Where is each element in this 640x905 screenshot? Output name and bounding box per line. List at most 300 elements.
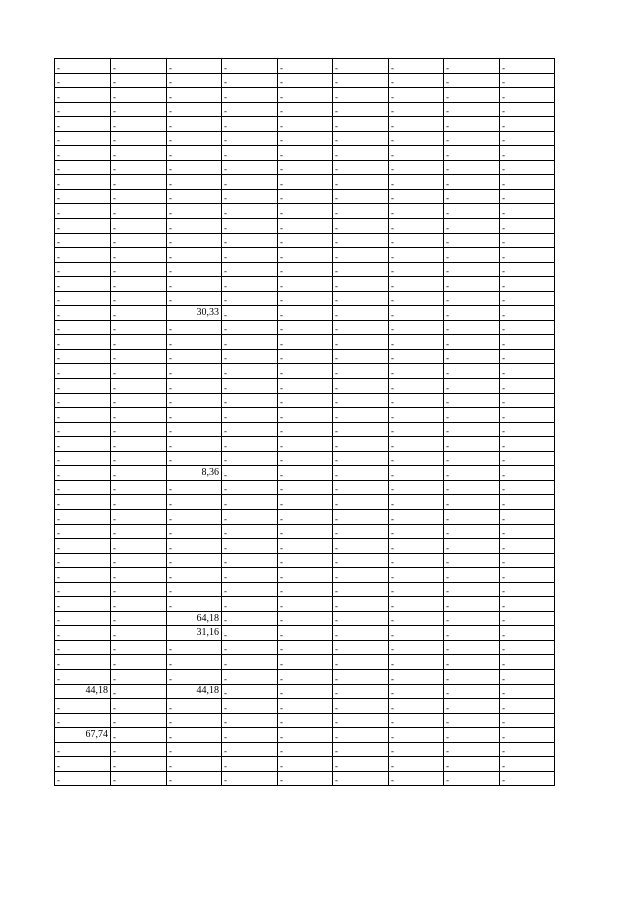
table-cell: - (111, 655, 167, 670)
table-cell: - (389, 539, 444, 554)
table-cell: - (111, 320, 167, 335)
table-cell: - (278, 699, 333, 714)
table-row (55, 189, 555, 204)
table-cell: - (333, 669, 389, 684)
table-cell: - (444, 160, 500, 175)
table-cell: - (333, 189, 389, 204)
table-cell: 44,18 (55, 684, 111, 699)
table-cell: - (167, 480, 222, 495)
table-cell: - (222, 379, 278, 394)
table-cell: - (167, 771, 222, 786)
table-cell: - (444, 451, 500, 466)
table-cell: - (444, 248, 500, 263)
table-cell: - (389, 669, 444, 684)
table-cell: - (222, 277, 278, 292)
table-cell: - (389, 306, 444, 321)
table-cell: - (111, 233, 167, 248)
table-cell: - (500, 742, 555, 757)
table-cell: - (111, 524, 167, 539)
table-cell: - (333, 480, 389, 495)
table-cell: - (111, 146, 167, 161)
table-row (55, 262, 555, 277)
table-cell: - (444, 59, 500, 74)
table-cell: - (222, 626, 278, 641)
table-cell: - (222, 422, 278, 437)
table-cell: - (333, 291, 389, 306)
table-cell: - (55, 160, 111, 175)
table-cell: - (167, 117, 222, 132)
table-cell: - (278, 597, 333, 612)
table-row (55, 466, 555, 481)
table-cell: - (333, 626, 389, 641)
table-cell: - (333, 655, 389, 670)
table-cell: - (167, 73, 222, 88)
table-cell: - (333, 219, 389, 234)
table-cell: - (55, 757, 111, 772)
table-cell: - (389, 728, 444, 743)
table-cell: - (333, 640, 389, 655)
table-cell: - (389, 364, 444, 379)
table-cell: 30,33 (167, 306, 222, 321)
table-cell: - (111, 335, 167, 350)
table-cell: - (500, 349, 555, 364)
table-cell: - (111, 175, 167, 190)
table-cell: - (500, 59, 555, 74)
table-cell: - (389, 655, 444, 670)
table-cell: - (444, 117, 500, 132)
table-cell: - (167, 728, 222, 743)
table-cell: - (278, 524, 333, 539)
table-cell: - (55, 248, 111, 263)
table-cell: - (278, 59, 333, 74)
table-cell: - (444, 480, 500, 495)
table-cell: - (111, 219, 167, 234)
table-cell: - (222, 480, 278, 495)
table-cell: - (278, 466, 333, 481)
table-cell: - (444, 335, 500, 350)
table-cell: - (222, 160, 278, 175)
table-cell: - (111, 393, 167, 408)
table-cell: - (389, 640, 444, 655)
table-cell: - (55, 582, 111, 597)
table-cell: - (222, 59, 278, 74)
table-cell: - (55, 335, 111, 350)
table-cell: - (55, 669, 111, 684)
table-cell: - (222, 189, 278, 204)
table-cell: - (111, 88, 167, 103)
table-cell: - (333, 320, 389, 335)
table-cell: - (278, 393, 333, 408)
table-cell: - (111, 291, 167, 306)
table-row (55, 742, 555, 757)
table-cell: - (444, 306, 500, 321)
table-cell: - (444, 524, 500, 539)
table-cell: - (111, 728, 167, 743)
table-cell: - (444, 88, 500, 103)
table-cell: - (500, 539, 555, 554)
table-cell: - (500, 699, 555, 714)
table-cell: - (389, 379, 444, 394)
table-cell: - (111, 640, 167, 655)
table-cell: - (167, 320, 222, 335)
table-cell: - (167, 655, 222, 670)
table-row (55, 88, 555, 103)
table-cell: - (389, 393, 444, 408)
table-cell: - (222, 655, 278, 670)
table-cell: - (55, 175, 111, 190)
table-cell: - (389, 349, 444, 364)
table-cell: - (333, 757, 389, 772)
table-cell: - (278, 219, 333, 234)
table-cell: - (167, 757, 222, 772)
table-cell: - (222, 539, 278, 554)
table-cell: - (222, 568, 278, 583)
table-cell: - (278, 640, 333, 655)
table-cell: - (389, 175, 444, 190)
table-cell: - (389, 611, 444, 626)
table-cell: - (278, 117, 333, 132)
table-cell: - (444, 204, 500, 219)
table-cell: - (167, 451, 222, 466)
table-cell: - (222, 699, 278, 714)
table-cell: - (278, 553, 333, 568)
table-cell: - (389, 524, 444, 539)
table-cell: - (278, 713, 333, 728)
table-cell: - (278, 728, 333, 743)
table-cell: - (278, 88, 333, 103)
table-cell: - (500, 306, 555, 321)
table-cell: - (444, 349, 500, 364)
table-cell: - (278, 349, 333, 364)
table-cell: - (222, 728, 278, 743)
table-cell: - (278, 408, 333, 423)
table-cell: - (278, 451, 333, 466)
table-cell: - (222, 320, 278, 335)
table-cell: - (222, 131, 278, 146)
table-cell: - (500, 146, 555, 161)
table-cell: - (444, 742, 500, 757)
table-cell: - (55, 480, 111, 495)
table-cell: 64,18 (167, 611, 222, 626)
table-cell: - (389, 408, 444, 423)
table-cell: - (111, 408, 167, 423)
table-cell: - (167, 539, 222, 554)
table-cell: - (55, 349, 111, 364)
table-cell: - (500, 509, 555, 524)
table-cell: - (222, 771, 278, 786)
table-cell: - (444, 131, 500, 146)
table-cell: - (500, 175, 555, 190)
table-cell: - (500, 379, 555, 394)
table-cell: - (444, 509, 500, 524)
table-cell: - (167, 364, 222, 379)
table-cell: - (444, 233, 500, 248)
table-cell: - (333, 131, 389, 146)
table-cell: - (55, 219, 111, 234)
table-cell: - (111, 277, 167, 292)
table-row (55, 582, 555, 597)
table-cell: - (55, 306, 111, 321)
table-cell: - (389, 262, 444, 277)
table-cell: - (333, 553, 389, 568)
table-cell: - (500, 611, 555, 626)
table-cell: - (278, 146, 333, 161)
table-cell: - (55, 320, 111, 335)
table-cell: - (444, 655, 500, 670)
table-cell: - (55, 742, 111, 757)
table-cell: - (111, 262, 167, 277)
table-cell: - (500, 160, 555, 175)
table-cell: - (333, 364, 389, 379)
table-cell: - (167, 160, 222, 175)
table-cell: - (333, 204, 389, 219)
table-cell: - (389, 509, 444, 524)
table-cell: - (333, 582, 389, 597)
table-row (55, 699, 555, 714)
table-cell: - (444, 262, 500, 277)
table-row (55, 248, 555, 263)
table-cell: - (500, 131, 555, 146)
table-cell: - (500, 364, 555, 379)
table-cell: - (167, 248, 222, 263)
table-row (55, 175, 555, 190)
table-cell: - (111, 611, 167, 626)
table-cell: - (333, 611, 389, 626)
table-cell: - (389, 117, 444, 132)
table-cell: - (111, 349, 167, 364)
table-cell: - (167, 59, 222, 74)
table-cell: - (55, 466, 111, 481)
table-cell: - (111, 495, 167, 510)
table-cell: - (333, 466, 389, 481)
table-cell: - (444, 189, 500, 204)
table-cell: - (55, 422, 111, 437)
table-row (55, 306, 555, 321)
table-row (55, 553, 555, 568)
table-row (55, 393, 555, 408)
table-row (55, 655, 555, 670)
table-cell: - (500, 117, 555, 132)
table-cell: - (500, 277, 555, 292)
table-cell: - (333, 306, 389, 321)
table-cell: - (444, 669, 500, 684)
table-row (55, 349, 555, 364)
table-cell: - (55, 611, 111, 626)
table-cell: - (333, 262, 389, 277)
table-cell: - (55, 495, 111, 510)
table-cell: - (333, 393, 389, 408)
table-cell: - (333, 102, 389, 117)
table-cell: - (389, 189, 444, 204)
table-cell: - (444, 597, 500, 612)
table-cell: - (389, 699, 444, 714)
table-cell: - (333, 568, 389, 583)
table-cell: - (333, 684, 389, 699)
table-cell: - (111, 451, 167, 466)
table-cell: - (278, 509, 333, 524)
table-row (55, 379, 555, 394)
table-cell: - (389, 233, 444, 248)
table-cell: - (278, 291, 333, 306)
table-cell: - (111, 539, 167, 554)
table-cell: - (500, 524, 555, 539)
table-cell: - (111, 364, 167, 379)
table-cell: - (278, 757, 333, 772)
table-cell: - (222, 204, 278, 219)
table-cell: - (444, 582, 500, 597)
table-cell: - (278, 320, 333, 335)
table-cell: - (55, 379, 111, 394)
table-cell: - (389, 248, 444, 263)
table-row (55, 626, 555, 641)
table-cell: - (55, 233, 111, 248)
table-cell: - (389, 437, 444, 452)
table-cell: - (333, 233, 389, 248)
table-cell: - (500, 480, 555, 495)
table-cell: - (111, 59, 167, 74)
table-cell: - (333, 59, 389, 74)
table-cell: - (55, 262, 111, 277)
table-cell: - (389, 320, 444, 335)
table-cell: - (500, 189, 555, 204)
table-row (55, 524, 555, 539)
table-cell: - (500, 102, 555, 117)
table-cell: - (222, 742, 278, 757)
table-cell: - (111, 422, 167, 437)
table-cell: - (278, 131, 333, 146)
table-cell: - (444, 320, 500, 335)
table-cell: - (55, 437, 111, 452)
table-cell: - (444, 495, 500, 510)
table-row (55, 277, 555, 292)
table-cell: - (389, 160, 444, 175)
table-cell: - (55, 408, 111, 423)
table-cell: - (167, 146, 222, 161)
table-row (55, 73, 555, 88)
table-cell: - (222, 757, 278, 772)
table-cell: - (222, 553, 278, 568)
table-cell: - (111, 189, 167, 204)
table-cell: - (500, 728, 555, 743)
table-cell: - (444, 73, 500, 88)
table-cell: - (167, 88, 222, 103)
table-cell: - (389, 771, 444, 786)
table-cell: - (333, 742, 389, 757)
table-cell: - (222, 611, 278, 626)
table-cell: - (222, 451, 278, 466)
table-row (55, 757, 555, 772)
table-cell: - (500, 466, 555, 481)
table-cell: - (111, 582, 167, 597)
table-row (55, 59, 555, 74)
table-cell: - (278, 437, 333, 452)
table-cell: - (444, 146, 500, 161)
table-cell: - (55, 713, 111, 728)
table-cell: - (222, 349, 278, 364)
table-row (55, 451, 555, 466)
table-cell: - (111, 160, 167, 175)
table-cell: - (222, 335, 278, 350)
table-cell: - (389, 146, 444, 161)
table-cell: - (278, 379, 333, 394)
table-cell: - (55, 59, 111, 74)
table-row (55, 204, 555, 219)
table-cell: - (111, 73, 167, 88)
table-cell: - (500, 640, 555, 655)
table-cell: - (389, 568, 444, 583)
table-cell: - (389, 335, 444, 350)
table-cell: - (278, 204, 333, 219)
table-cell: - (333, 88, 389, 103)
table-cell: - (333, 597, 389, 612)
table-cell: - (333, 713, 389, 728)
table-cell: - (333, 248, 389, 263)
table-cell: - (111, 437, 167, 452)
table-cell: - (389, 466, 444, 481)
table-cell: - (333, 524, 389, 539)
table-cell: - (167, 742, 222, 757)
table-row (55, 539, 555, 554)
data-table (54, 58, 555, 786)
table-cell: - (111, 117, 167, 132)
table-cell: - (111, 771, 167, 786)
table-row (55, 102, 555, 117)
table-cell: - (167, 335, 222, 350)
table-cell: - (444, 771, 500, 786)
table-row (55, 640, 555, 655)
table-cell: - (333, 495, 389, 510)
table-cell: - (222, 219, 278, 234)
table-cell: - (222, 306, 278, 321)
table-row (55, 219, 555, 234)
table-cell: - (278, 480, 333, 495)
table-cell: - (167, 699, 222, 714)
table-cell: - (389, 219, 444, 234)
table-cell: - (444, 728, 500, 743)
table-cell: - (444, 757, 500, 772)
table-cell: - (55, 597, 111, 612)
table-cell: - (278, 582, 333, 597)
table-cell: - (167, 379, 222, 394)
table-row (55, 364, 555, 379)
table-row (55, 335, 555, 350)
table-cell: - (500, 757, 555, 772)
table-cell: - (500, 437, 555, 452)
table-cell: - (167, 495, 222, 510)
table-cell: - (222, 175, 278, 190)
table-cell: - (167, 568, 222, 583)
table-cell: - (444, 640, 500, 655)
table-body (55, 59, 555, 786)
table-cell: - (111, 248, 167, 263)
table-cell: - (222, 364, 278, 379)
table-cell: - (222, 669, 278, 684)
table-cell: - (444, 568, 500, 583)
table-cell: - (222, 88, 278, 103)
table-row (55, 291, 555, 306)
table-cell: - (278, 160, 333, 175)
table-row (55, 771, 555, 786)
table-cell: - (389, 597, 444, 612)
table-cell: - (55, 568, 111, 583)
table-cell: - (500, 655, 555, 670)
table-cell: - (333, 771, 389, 786)
table-cell: - (167, 349, 222, 364)
table-cell: - (444, 699, 500, 714)
table-cell: - (444, 684, 500, 699)
table-cell: 31,16 (167, 626, 222, 641)
table-cell: - (333, 437, 389, 452)
